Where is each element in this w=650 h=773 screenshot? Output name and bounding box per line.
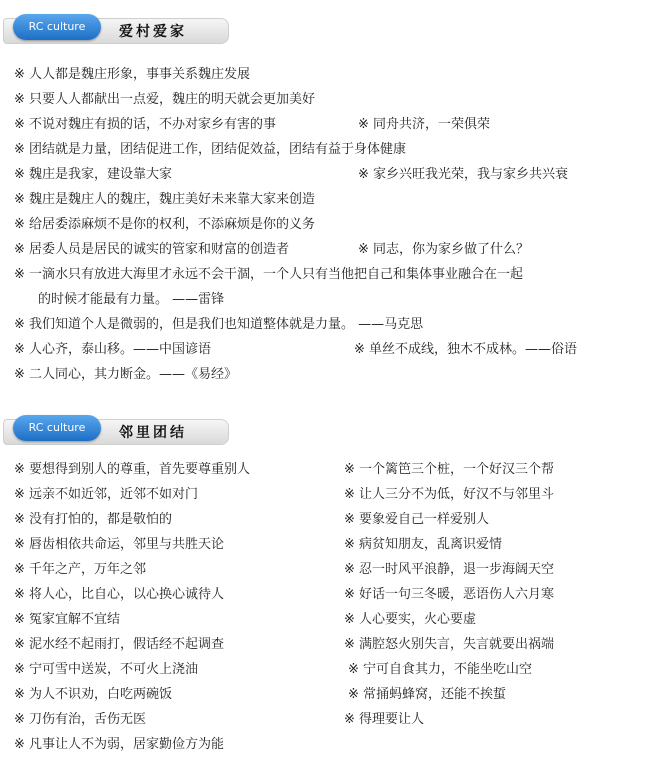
slogan-line: ※ 得理要让人 <box>344 712 425 727</box>
slogan-line: ※ 满腔怒火别失言，失言就要出祸端 <box>344 637 555 652</box>
slogan-line: ※ 人心齐，泰山移。——中国谚语 <box>14 342 212 357</box>
slogan-line: 的时候才能最有力量。 ——雷锋 <box>38 292 225 307</box>
slogan-line: ※ 二人同心，其力断金。——《易经》 <box>14 367 238 382</box>
slogan-line: ※ 要象爱自己一样爱别人 <box>344 512 490 527</box>
slogan-line: ※ 家乡兴旺我光荣，我与家乡共兴衰 <box>358 167 569 182</box>
slogan-line: ※ 凡事让人不为弱，居家勤俭方为能 <box>14 737 225 752</box>
slogan-line: ※ 泥水经不起雨打，假话经不起调查 <box>14 637 225 652</box>
slogan-line: ※ 一个篱笆三个桩，一个好汉三个帮 <box>344 462 555 477</box>
slogan-line: ※ 让人三分不为低，好汉不与邻里斗 <box>344 487 555 502</box>
slogan-line: ※ 宁可雪中送炭，不可火上浇油 <box>14 662 199 677</box>
slogan-line: ※ 给居委添麻烦不是你的权利，不添麻烦是你的义务 <box>14 217 316 232</box>
slogan-line: ※ 要想得到别人的尊重，首先要尊重别人 <box>14 462 251 477</box>
slogan-line: ※ 没有打怕的，都是敬怕的 <box>14 512 173 527</box>
slogan-line: ※ 好话一句三冬暖，恶语伤人六月寒 <box>344 587 555 602</box>
slogan-line: ※ 唇齿相依共命运，邻里与共胜天论 <box>14 537 225 552</box>
slogan-line: ※ 同舟共济，一荣俱荣 <box>358 117 491 132</box>
slogan-line: ※ 居委人员是居民的诚实的管家和财富的创造者 <box>14 242 290 257</box>
slogan-line: ※ 一滴水只有放进大海里才永远不会干涸，一个人只有当他把自己和集体事业融合在一起 <box>14 267 524 282</box>
slogan-line: ※ 单丝不成线，独木不成林。——俗语 <box>354 342 578 357</box>
slogan-line: ※ 忍一时风平浪静，退一步海阔天空 <box>344 562 555 577</box>
slogan-line: ※ 不说对魏庄有损的话，不办对家乡有害的事 <box>14 117 277 132</box>
slogan-line: ※ 刀伤有治，舌伤无医 <box>14 712 147 727</box>
section-header <box>3 415 229 445</box>
slogan-line: ※ 同志，你为家乡做了什么？ <box>358 242 530 257</box>
slogan-line: ※ 魏庄是魏庄人的魏庄，魏庄美好未来靠大家来创造 <box>14 192 316 207</box>
slogan-line: ※ 冤家宜解不宜结 <box>14 612 121 627</box>
section-header <box>3 14 229 44</box>
slogan-line: ※ 魏庄是我家，建设靠大家 <box>14 167 173 182</box>
slogan-line: ※ 远亲不如近邻，近邻不如对门 <box>14 487 199 502</box>
slogan-line: ※ 常捅蚂蜂窝，还能不挨蜇 <box>348 687 507 702</box>
slogan-line: ※ 人人都是魏庄形象，事事关系魏庄发展 <box>14 67 251 82</box>
slogan-line: ※ 千年之产，万年之邻 <box>14 562 147 577</box>
section-title: 爱村爱家 <box>119 24 187 40</box>
slogan-line: ※ 人心要实，火心要虚 <box>344 612 477 627</box>
slogan-line: ※ 为人不识劝，白吃两碗饭 <box>14 687 173 702</box>
slogan-line: ※ 宁可自食其力，不能坐吃山空 <box>348 662 533 677</box>
slogan-line: ※ 我们知道个人是微弱的，但是我们也知道整体就是力量。 ——马克思 <box>14 317 424 332</box>
slogan-line: ※ 将人心，比自心，以心换心诚待人 <box>14 587 225 602</box>
section-title: 邻里团结 <box>119 425 187 441</box>
slogan-line: ※ 只要人人都献出一点爱，魏庄的明天就会更加美好 <box>14 92 316 107</box>
slogan-line: ※ 病贫知朋友，乱离识爱情 <box>344 537 503 552</box>
rc-culture-badge: RC culture <box>13 14 101 40</box>
slogan-line: ※ 团结就是力量，团结促进工作，团结促效益，团结有益于身体健康 <box>14 142 407 157</box>
rc-culture-badge: RC culture <box>13 415 101 441</box>
